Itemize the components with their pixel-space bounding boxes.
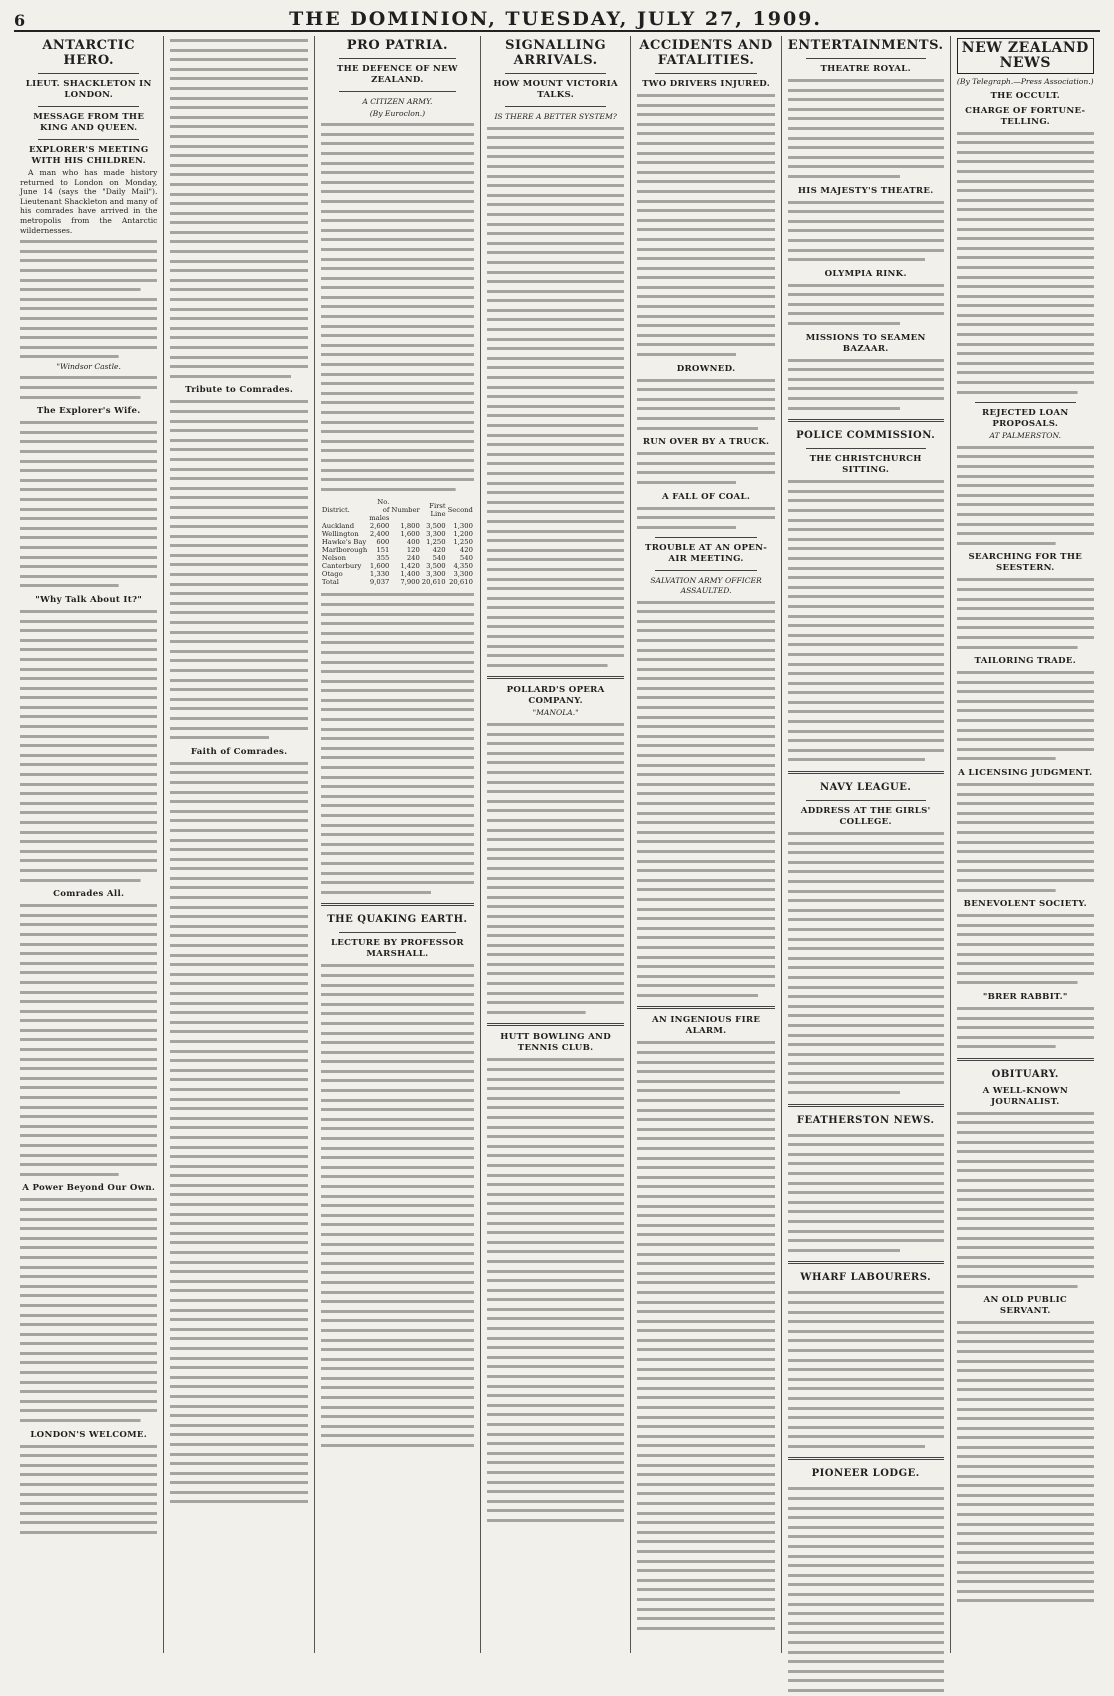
subhead-lecture: LECTURE BY PROFESSOR MARSHALL. (330, 938, 464, 960)
subhead-message: MESSAGE FROM THE KING AND QUEEN. (33, 112, 145, 133)
headline-police-commission: POLICE COMMISSION. (796, 430, 936, 442)
subhead-two-drivers: TWO DRIVERS INJURED. (642, 79, 771, 89)
section-explorers-wife: The Explorer's Wife. (36, 406, 141, 417)
subhead-olympia-rink: OLYMPIA RINK. (824, 268, 907, 279)
headline-wharf-labourers: WHARF LABOURERS. (800, 1272, 932, 1284)
headline-nz-news: NEW ZEALAND NEWS (957, 38, 1094, 74)
column-3 (315, 36, 481, 1653)
page-number: 6 (14, 11, 26, 30)
stats-header: Number (391, 506, 420, 515)
masthead (14, 6, 1100, 32)
subhead-open-air: TROUBLE AT AN OPEN-AIR MEETING. (645, 543, 768, 565)
section-power-beyond: A Power Beyond Our Own. (22, 1183, 156, 1194)
subhead-girls-college: ADDRESS AT THE GIRLS' COLLEGE. (800, 806, 931, 828)
subhead-loan-proposals: REJECTED LOAN PROPOSALS. (982, 408, 1069, 430)
headline-entertainments: ENTERTAINMENTS. (787, 38, 944, 53)
subhead-occult: THE OCCULT. (990, 90, 1061, 101)
column-7 (951, 36, 1100, 1653)
subhead-brer-rabbit: "BRER RABBIT." (982, 991, 1068, 1002)
subhead-seestern: SEARCHING FOR THE SEESTERN. (968, 552, 1083, 574)
table-row: Canterbury 1,600 1,420 3,500 4,350 (321, 562, 473, 571)
subhead-licensing: A LICENSING JUDGMENT. (958, 768, 1093, 779)
section-why-talk: "Why Talk About It?" (35, 594, 143, 605)
table-row: Otago 1,330 1,400 3,300 3,300 (321, 570, 473, 579)
subhead-missions-seamen: MISSIONS TO SEAMEN BAZAAR. (805, 332, 926, 354)
subhead-his-majestys: HIS MAJESTY'S THEATRE. (797, 185, 934, 196)
subhead-theatre-royal: THEATRE ROYAL. (820, 64, 911, 74)
column-1 (14, 36, 164, 1653)
table-row: Marlborough 151 120 420 420 (321, 546, 473, 555)
section-faith-comrades: Faith of Comrades. (190, 746, 288, 757)
subhead-palmerston: AT PALMERSTON. (989, 431, 1062, 441)
subhead-fall-of-coal: A FALL OF COAL. (662, 491, 751, 502)
byline-press-association: (By Telegraph.—Press Association.) (956, 77, 1094, 86)
lead-paragraph: A man who has made history returned to London on Monday, June 14 (says the "Daily Mail"). Lieutenant Shackleton and many of his comrades have arrived in the metropolis from the Antarctic wildernesses. (20, 168, 158, 235)
subhead-children: EXPLORER'S MEETING WITH HIS CHILDREN. (28, 145, 149, 166)
subhead-tailoring: TAILORING TRADE. (974, 656, 1077, 667)
column-4 (481, 36, 631, 1653)
stats-header: No. of males (369, 498, 390, 523)
byline-euroclon: (By Euroclon.) (369, 108, 426, 118)
subhead-christchurch: THE CHRISTCHURCH SITTING. (809, 454, 922, 476)
subhead-drowned: DROWNED. (676, 363, 736, 374)
headline-signalling: SIGNALLING ARRIVALS. (505, 38, 607, 68)
column-6 (782, 36, 951, 1653)
subhead-journalist: A WELL-KNOWN JOURNALIST. (982, 1085, 1068, 1107)
telegram-sign: "Windsor Castle. (56, 361, 121, 371)
table-row: Total 9,037 7,900 20,610 20,610 (321, 578, 473, 587)
headline-antarctic-hero: ANTARCTIC HERO. (42, 38, 136, 68)
headline-pollard: POLLARD'S OPERA COMPANY. (506, 685, 605, 707)
headline-pioneer-lodge: PIONEER LODGE. (811, 1468, 920, 1480)
subhead-benevolent: BENEVOLENT SOCIETY. (963, 899, 1087, 910)
headline-pro-patria: PRO PATRIA. (346, 38, 449, 53)
headline-navy-league: NAVY LEAGUE. (820, 782, 912, 794)
headline-obituary: OBITUARY. (991, 1068, 1059, 1080)
subhead-defence: THE DEFENCE OF NEW ZEALAND. (336, 64, 458, 85)
headline-hutt-bowling: HUTT BOWLING AND TENNIS CLUB. (500, 1032, 611, 1054)
column-2 (164, 36, 314, 1653)
stats-header: Second (447, 506, 473, 515)
subhead-manola: "MANOLA." (532, 708, 579, 718)
subhead-shackleton: LIEUT. SHACKLETON IN LONDON. (25, 79, 152, 100)
subhead-old-servant: AN OLD PUBLIC SERVANT. (983, 1295, 1068, 1317)
table-row: Auckland 2,600 1,800 3,500 1,300 (321, 522, 473, 531)
columns (14, 36, 1100, 1653)
table-row: Wellington 2,400 1,600 3,300 1,200 (321, 530, 473, 539)
subhead-salvation: SALVATION ARMY OFFICER ASSAULTED. (650, 576, 762, 595)
headline-fire-alarm: AN INGENIOUS FIRE ALARM. (651, 1015, 761, 1037)
table-row: Nelson 355 240 540 540 (321, 554, 473, 563)
headline-accidents: ACCIDENTS AND FATALITIES. (639, 38, 773, 68)
subhead-fortune-telling: CHARGE OF FORTUNE-TELLING. (965, 105, 1086, 127)
section-comrades-all: Comrades All. (53, 889, 125, 900)
subhead-better-system: IS THERE A BETTER SYSTEM? (494, 112, 617, 121)
subhead-mount-victoria: HOW MOUNT VICTORIA TALKS. (493, 79, 618, 100)
table-row: Hawke's Bay 600 400 1,250 1,250 (321, 538, 473, 547)
stats-header: District. (321, 506, 350, 515)
district-stats-table (321, 498, 474, 586)
subhead-run-over: RUN OVER BY A TRUCK. (642, 437, 770, 448)
paper-title: THE DOMINION, TUESDAY, JULY 27, 1909. (289, 8, 823, 30)
headline-quaking-earth: THE QUAKING EARTH. (327, 914, 468, 926)
stats-header: First Line (429, 502, 446, 519)
section-londons-welcome: LONDON'S WELCOME. (30, 1429, 148, 1440)
section-tribute-comrades: Tribute to Comrades. (185, 385, 294, 396)
headline-featherston: FEATHERSTON NEWS. (796, 1114, 935, 1126)
column-5 (631, 36, 781, 1653)
subhead-citizen-army: A CITIZEN ARMY. (362, 97, 433, 106)
